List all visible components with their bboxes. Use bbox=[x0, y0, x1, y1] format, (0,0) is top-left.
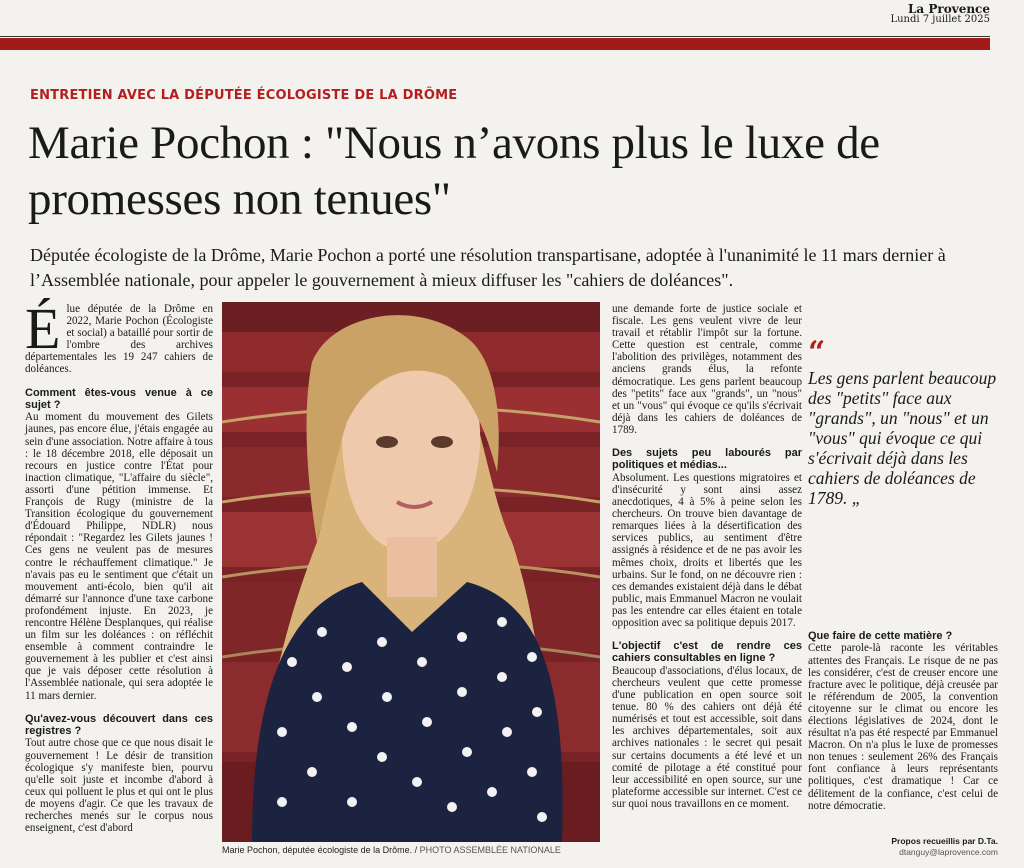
question-1: Comment êtes-vous venue à ce sujet ? bbox=[25, 386, 213, 411]
pull-quote bbox=[808, 335, 998, 508]
byline-email: dtanguy@laprovence.com bbox=[899, 847, 998, 857]
answer-2: Tout autre chose que ce que nous disait le gouvernement ! Le désir de transition écologique s'y manifeste bien, pourvu qu'elle soit juste et incombe d'abord à ceux qui polluent le plus et qui ont le plus de moyens d'agir. Ce que les travaux de recherches menés sur le corpus nous enseignent, c'est d'abord bbox=[25, 737, 213, 835]
answer-5: Cette parole-là raconte les véritables attentes des Français. Le risque de ne pas les considérer, c'est de creuser encore une fracture avec le politique, déjà creusée par le référendum de 2005, la convention citoyenne sur le climat ou encore les élections législatives de 2024, dont le résultat n'a pas été respecté par Emmanuel Macron. On n'a plus le luxe de promesses non tenues : seulement 26% des Français font confiance à leurs représentants politiques, c'est dramatique ! Car ce délitement de la confiance, c'est celui de notre démocratie. bbox=[808, 642, 998, 812]
answer-2-continued: une demande forte de justice sociale et fiscale. Les gens veulent vivre de leur travail et rétablir l'impôt sur la fortune. Cette question est centrale, comme l'abolition des privilèges, notamment des anciens grands élus, la refonte démocratique. Les gens parlent beaucoup des "petits" face aux "grands", un "nous" et un "vous" qui évoque ce qu'ils s'écrivait déjà dans les cahiers de doléances de 1789. bbox=[612, 303, 802, 436]
question-4: L'objectif c'est de rendre ces cahiers consultables en ligne ? bbox=[612, 640, 802, 665]
top-rule bbox=[0, 36, 990, 37]
byline bbox=[808, 836, 998, 858]
answer-3: Absolument. Les questions migratoires et d'insécurité y sont ainsi assez anecdotiques, 4 à 5% à peine selon les chercheurs. On trouve bien davantage de remarques liées à la désertification des services publics, au sentiment d'être assignés à résidence et de ne pas avoir les mêmes choix, droits et libertés que les urbains. Sur le fond, on ne découvre rien : ces demandes existaient déjà dans le débat public, mais Emmanuel Macron ne voulait pas les entendre car elles étaient en totale opposition avec sa politique depuis 2017. bbox=[612, 471, 802, 629]
drop-cap: É bbox=[25, 296, 61, 361]
red-banner-rule bbox=[0, 38, 990, 50]
photo-credit: PHOTO ASSEMBLÉE NATIONALE bbox=[419, 845, 561, 855]
intro-text: lue députée de la Drôme en 2022, Marie Pochon (Écologiste et social) a bataillé pour sortir de l'ombre des archives départementales les 19 247 cahiers de doléances. bbox=[25, 303, 213, 376]
pull-quote-body: Les gens parlent beaucoup des "petits" face aux "grands", un "nous" et un "vous" qui évoque ce qui s'écrivait déjà dans les cahiers de doléances de 1789. bbox=[808, 368, 997, 508]
caption-text: Marie Pochon, députée écologiste de la Drôme. bbox=[222, 845, 413, 855]
question-3: Des sujets peu labourés par politiques et médias... bbox=[612, 447, 802, 472]
question-2: Qu'avez-vous découvert dans ces registres ? bbox=[25, 712, 213, 738]
kicker: ENTRETIEN AVEC LA DÉPUTÉE ÉCOLOGISTE DE LA DRÔME bbox=[30, 88, 458, 103]
column-3 bbox=[612, 303, 802, 810]
quote-close-icon: „ bbox=[851, 488, 862, 508]
column-1 bbox=[25, 296, 213, 835]
masthead bbox=[890, 3, 990, 25]
standfirst: Députée écologiste de la Drôme, Marie Pochon a porté une résolution transpartisane, adoptée à l'unanimité le 11 mars dernier à l’Assemblée nationale, pour appeler le gouvernement à mieux diffuser les "cahiers de doléances". bbox=[30, 245, 946, 290]
quote-open-icon: “ bbox=[808, 335, 826, 370]
column-4 bbox=[808, 630, 998, 812]
question-5: Que faire de cette matière ? bbox=[808, 630, 953, 642]
answer-4: Beaucoup d'associations, d'élus locaux, de chercheurs veulent que cette promesse d'une publication en open source soit tenue. 80 % des cahiers ont déjà été numérisés et tout est accessible, soit dans les archives départementales, soit aux archives nationales : le secret qui pesait sur certains documents a été levé et un comité de pilotage a été constitué pour leur accessibilité en open source, sur une plateforme accessible sur internet. C'est ce sur quoi nous travaillons en ce moment. bbox=[612, 664, 802, 810]
photo-caption: Marie Pochon, députée écologiste de la Drôme. / PHOTO ASSEMBLÉE NATIONALE bbox=[222, 845, 561, 855]
portrait-photo bbox=[222, 302, 600, 842]
pull-quote-text bbox=[808, 368, 998, 508]
answer-1: Au moment du mouvement des Gilets jaunes, pas encore élue, j'étais engagée au sein d'une association. Notre affaire à tous : le 18 décembre 2018, elle déposait un recours en justice contre l'État pour inaction climatique, "L'affaire du siècle", assorti d'une pétition immense. Et François de Rugy (ministre de la Transition écologique du gouvernement d'Édouard Philippe, NDLR) nous répondait : "Regardez les Gilets jaunes ! Ces gens ne veulent pas de mesures contre le réchauffement climatique." Je n'avais pas eu le sentiment que c'était un mouvement anti-écolo, bien qu'il ait démarré sur l'annonce d'une taxe carbone profondément injuste. En 2023, je rencontre Hélène Desplanques, qui réalise un film sur les doléances : on réfléchit ensemble à comment contraindre le gouvernement à les publier et c'est ainsi que je vais déposer cette résolution à l'Assemblée nationale, qui sera adoptée le 11 mars dernier. bbox=[25, 411, 213, 702]
publication-name: La Provence bbox=[907, 2, 990, 16]
headline: Marie Pochon : "Nous n’avons plus le luxe de promesses non tenues" bbox=[28, 117, 880, 225]
byline-author: Propos recueillis par D.Ta. bbox=[891, 836, 998, 846]
portrait-illustration bbox=[222, 302, 600, 842]
publication-date: Lundi 7 juillet 2025 bbox=[890, 14, 990, 25]
intro-paragraph bbox=[25, 296, 213, 376]
